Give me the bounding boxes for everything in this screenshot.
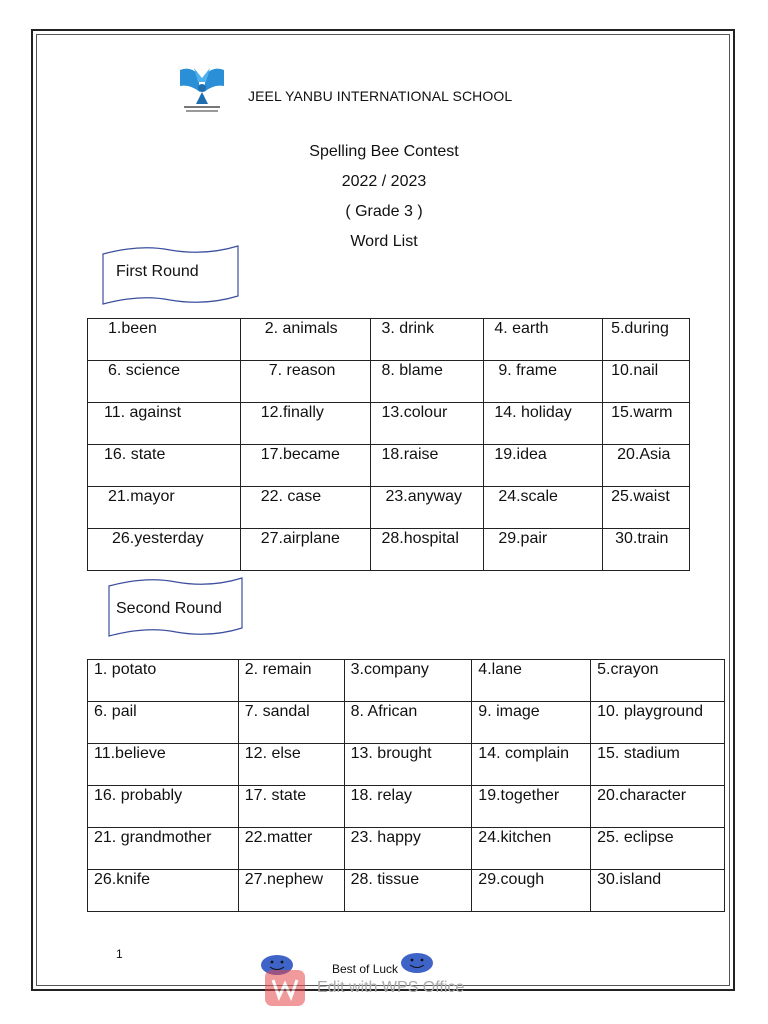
- first-round-table: [87, 318, 690, 571]
- word-cell: [472, 660, 591, 702]
- word-entry: 23.anyway: [385, 488, 462, 505]
- word-cell: [484, 361, 603, 403]
- word-cell: [371, 445, 484, 487]
- word-cell: [603, 529, 690, 571]
- word-cell: [472, 702, 591, 744]
- word-cell: [484, 319, 603, 361]
- word-entry: 7. sandal: [244, 703, 310, 720]
- word-entry: 7. reason: [268, 362, 336, 379]
- word-cell: [238, 786, 344, 828]
- word-entry: 14. complain: [478, 745, 570, 762]
- word-cell: [472, 744, 591, 786]
- word-row: [88, 744, 725, 786]
- wps-watermark-text: Edit with WPS Office: [317, 979, 465, 996]
- word-entry: 4. earth: [494, 320, 549, 337]
- first-round-badge: [100, 242, 242, 308]
- word-cell: [88, 319, 241, 361]
- word-cell: [591, 744, 725, 786]
- word-entry: 28.hospital: [381, 530, 459, 547]
- word-cell: [591, 870, 725, 912]
- second-round-badge: [106, 574, 246, 640]
- word-cell: [603, 361, 690, 403]
- word-entry: 3. drink: [381, 320, 434, 337]
- word-entry: 8. African: [350, 703, 418, 720]
- school-year: 2022 / 2023: [341, 173, 427, 190]
- word-entry: 21. grandmother: [94, 829, 212, 846]
- word-cell: [603, 487, 690, 529]
- school-name: JEEL YANBU INTERNATIONAL SCHOOL: [248, 88, 513, 104]
- word-entry: 18. relay: [350, 787, 412, 804]
- word-row: [88, 487, 690, 529]
- word-cell: [371, 487, 484, 529]
- word-cell: [603, 403, 690, 445]
- word-cell: [371, 403, 484, 445]
- word-row: [88, 786, 725, 828]
- word-entry: 6. science: [108, 362, 181, 379]
- word-entry: 2. animals: [264, 320, 338, 337]
- word-entry: 5.crayon: [597, 661, 659, 678]
- word-cell: [371, 361, 484, 403]
- word-entry: 4.lane: [478, 661, 522, 678]
- school-logo-icon: [176, 64, 228, 114]
- word-entry: 30.island: [597, 871, 662, 888]
- word-cell: [603, 319, 690, 361]
- word-entry: 29.pair: [498, 530, 548, 547]
- word-entry: 28. tissue: [350, 871, 420, 888]
- word-cell: [240, 361, 371, 403]
- word-cell: [238, 702, 344, 744]
- word-entry: 23. happy: [350, 829, 421, 846]
- word-cell: [591, 828, 725, 870]
- word-entry: 8. blame: [381, 362, 443, 379]
- word-entry: 16. probably: [94, 787, 183, 804]
- word-cell: [472, 786, 591, 828]
- word-cell: [591, 702, 725, 744]
- word-cell: [484, 487, 603, 529]
- word-cell: [88, 744, 239, 786]
- best-of-luck-text: Best of Luck: [332, 962, 399, 976]
- first-round-label: First Round: [116, 263, 199, 280]
- word-row: [88, 702, 725, 744]
- word-entry: 16. state: [104, 446, 166, 463]
- word-cell: [591, 660, 725, 702]
- word-row: [88, 445, 690, 487]
- word-entry: 3.company: [350, 661, 429, 678]
- word-entry: 24.kitchen: [478, 829, 552, 846]
- word-cell: [591, 786, 725, 828]
- word-cell: [88, 487, 241, 529]
- second-round-table: [87, 659, 725, 912]
- word-cell: [472, 828, 591, 870]
- word-cell: [238, 828, 344, 870]
- word-entry: 17. state: [244, 787, 307, 804]
- word-cell: [88, 445, 241, 487]
- word-cell: [371, 529, 484, 571]
- word-cell: [238, 870, 344, 912]
- word-entry: 18.raise: [381, 446, 439, 463]
- word-entry: 13. brought: [350, 745, 432, 762]
- word-entry: 25.waist: [611, 488, 670, 505]
- word-cell: [371, 319, 484, 361]
- word-cell: [240, 403, 371, 445]
- word-entry: 14. holiday: [494, 404, 572, 421]
- word-entry: 27.nephew: [244, 871, 324, 888]
- word-row: [88, 361, 690, 403]
- page-number: 1: [116, 947, 123, 961]
- word-cell: [238, 744, 344, 786]
- word-cell: [88, 702, 239, 744]
- word-cell: [484, 445, 603, 487]
- word-cell: [603, 445, 690, 487]
- grade-label: ( Grade 3 ): [345, 203, 423, 220]
- word-row: [88, 319, 690, 361]
- contest-title: Spelling Bee Contest: [309, 143, 459, 160]
- word-entry: 15. stadium: [597, 745, 680, 762]
- word-entry: 9. frame: [498, 362, 557, 379]
- word-cell: [344, 786, 472, 828]
- word-entry: 26.yesterday: [112, 530, 204, 547]
- word-row: [88, 529, 690, 571]
- second-round-label: Second Round: [116, 600, 222, 617]
- word-entry: 12.finally: [260, 404, 324, 421]
- word-cell: [88, 786, 239, 828]
- word-list-heading: Word List: [350, 233, 418, 250]
- word-entry: 2. remain: [244, 661, 312, 678]
- word-cell: [472, 870, 591, 912]
- word-row: [88, 403, 690, 445]
- word-cell: [88, 660, 239, 702]
- word-entry: 13.colour: [381, 404, 448, 421]
- word-entry: 1. potato: [94, 661, 157, 678]
- word-entry: 19.idea: [494, 446, 547, 463]
- word-entry: 9. image: [478, 703, 540, 720]
- word-cell: [88, 529, 241, 571]
- word-row: [88, 828, 725, 870]
- word-entry: 22.matter: [244, 829, 313, 846]
- word-entry: 19.together: [478, 787, 560, 804]
- word-entry: 30.train: [615, 530, 669, 547]
- word-entry: 1.been: [108, 320, 157, 337]
- word-entry: 10. playground: [597, 703, 703, 720]
- word-cell: [344, 828, 472, 870]
- word-entry: 20.character: [597, 787, 687, 804]
- word-entry: 11.believe: [94, 745, 166, 762]
- word-entry: 27.airplane: [260, 530, 340, 547]
- word-cell: [344, 870, 472, 912]
- word-row: [88, 870, 725, 912]
- word-entry: 12. else: [244, 745, 301, 762]
- word-entry: 10.nail: [611, 362, 659, 379]
- word-row: [88, 660, 725, 702]
- word-entry: 20.Asia: [617, 446, 671, 463]
- word-entry: 5.during: [611, 320, 669, 337]
- word-cell: [344, 660, 472, 702]
- word-cell: [88, 403, 241, 445]
- word-entry: 21.mayor: [108, 488, 175, 505]
- word-cell: [240, 319, 371, 361]
- word-entry: 29.cough: [478, 871, 545, 888]
- word-entry: 11. against: [104, 404, 182, 421]
- word-entry: 17.became: [260, 446, 340, 463]
- word-entry: 15.warm: [611, 404, 673, 421]
- word-cell: [484, 403, 603, 445]
- word-cell: [88, 828, 239, 870]
- word-entry: 22. case: [260, 488, 322, 505]
- word-entry: 25. eclipse: [597, 829, 674, 846]
- word-cell: [344, 702, 472, 744]
- word-cell: [240, 445, 371, 487]
- word-entry: 24.scale: [498, 488, 558, 505]
- word-entry: 26.knife: [94, 871, 151, 888]
- word-cell: [88, 870, 239, 912]
- word-cell: [238, 660, 344, 702]
- word-cell: [344, 744, 472, 786]
- word-cell: [240, 487, 371, 529]
- word-cell: [484, 529, 603, 571]
- word-cell: [240, 529, 371, 571]
- word-entry: 6. pail: [94, 703, 137, 720]
- word-cell: [88, 361, 241, 403]
